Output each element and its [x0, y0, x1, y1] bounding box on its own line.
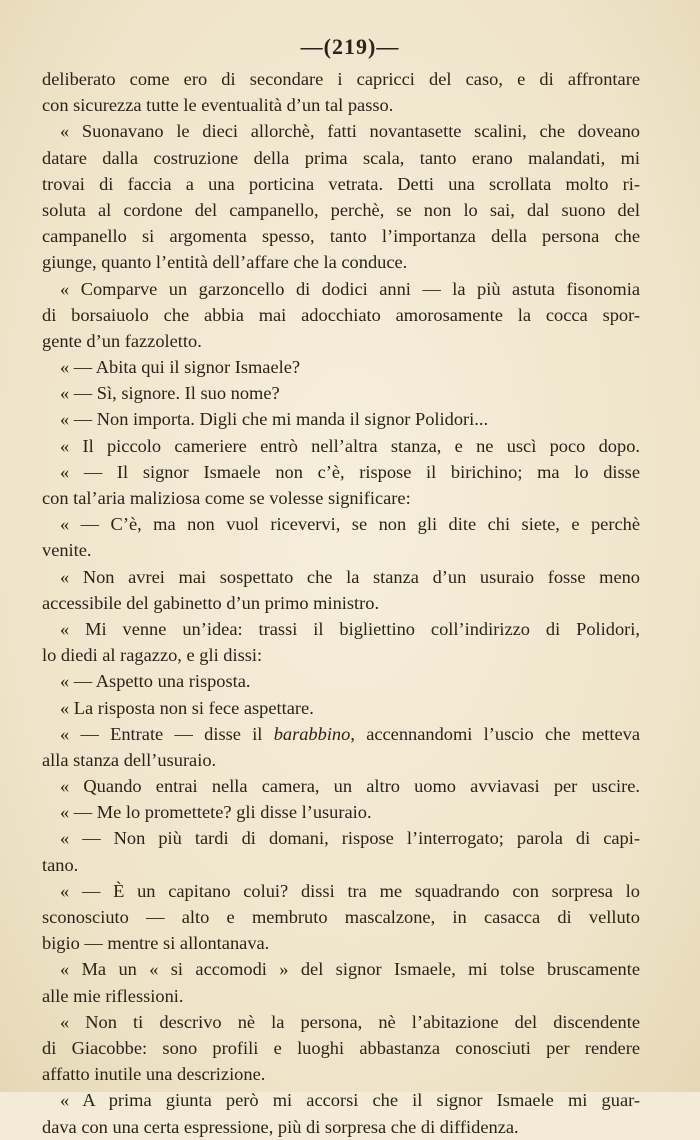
- text-line: « A prima giunta però mi accorsi che il signor Ismaele mi guar-: [60, 1090, 640, 1111]
- text-line: alla stanza dell’usuraio.: [42, 749, 217, 770]
- text-line: lo diedi al ragazzo, e gli dissi:: [42, 645, 263, 666]
- text-line: « — Non più tardi di domani, rispose l’interrogato; parola di capi-: [60, 828, 640, 849]
- text-line: « — È un capitano colui? dissi tra me squadrando con sorpresa lo: [60, 880, 640, 901]
- text-line: « Quando entrai nella camera, un altro uomo avviavasi per uscire.: [60, 776, 640, 797]
- text-line: « — C’è, ma non vuol ricevervi, se non gli dite chi siete, e perchè: [60, 514, 640, 535]
- text-line: « Il piccolo cameriere entrò nell’altra stanza, e ne uscì poco dopo.: [60, 435, 640, 456]
- text-line: « Comparve un garzoncello di dodici anni — la più astuta fisonomia: [60, 278, 640, 299]
- text-line: trovai di faccia a una porticina vetrata. Detti una scrollata molto ri-: [42, 173, 640, 194]
- text-line: « Ma un « si accomodi » del signor Ismaele, mi tolse bruscamente: [60, 959, 640, 980]
- text-line: con tal’aria maliziosa come se volesse significare:: [42, 488, 411, 508]
- text-line: di Giacobbe: sono profili e luoghi abbastanza conosciuti per rendere: [42, 1037, 640, 1058]
- text-line: bigio — mentre si allontanava.: [42, 933, 270, 954]
- text-line: gente d’un fazzoletto.: [42, 330, 202, 351]
- page-number: —(219)—: [300, 34, 400, 59]
- text-line: soluta al cordone del campanello, perchè, se non lo sai, dal suono del: [42, 199, 640, 220]
- text-line: « — Il signor Ismaele non c’è, rispose il birichino; ma lo disse: [60, 461, 640, 482]
- text-line: campanello si argomenta spesso, tanto l’importanza della persona che: [42, 226, 640, 247]
- text-line: « — Non importa. Digli che mi manda il signor Polidori...: [60, 409, 489, 430]
- text-line: con sicurezza tutte le eventualità d’un tal passo.: [42, 95, 394, 116]
- text-line: « — Me lo promettete? gli disse l’usuraio.: [60, 802, 372, 823]
- text-line: affatto inutile una descrizione.: [42, 1064, 266, 1085]
- text-line: « Mi venne un’idea: trassi il bigliettino coll’indirizzo di Polidori,: [60, 618, 640, 639]
- text-line: « Suonavano le dieci allorchè, fatti novantasette scalini, che doveano: [60, 121, 640, 142]
- text-line: « — Abita qui il signor Ismaele?: [60, 357, 301, 378]
- text-line: di borsaiuolo che abbia mai adocchiato amorosamente la cocca spor-: [42, 304, 640, 325]
- text-line: accessibile del gabinetto d’un primo ministro.: [42, 592, 380, 613]
- text-line: sconosciuto — alto e membruto mascalzone, in casacca di velluto: [42, 907, 640, 927]
- text-line: deliberato come ero di secondare i capricci del caso, e di affrontare: [42, 69, 640, 89]
- text-line: « — Aspetto una risposta.: [60, 671, 251, 692]
- text-line: « — Sì, signore. Il suo nome?: [60, 383, 280, 404]
- text-line: dava con una certa espressione, più di sorpresa che di diffidenza.: [42, 1116, 519, 1137]
- text-line: giunge, quanto l’entità dell’affare che la conduce.: [42, 252, 408, 273]
- text-line: « — Entrate — disse il barabbino, accennandomi l’uscio che metteva: [60, 723, 640, 744]
- text-line: « Non avrei mai sospettato che la stanza d’un usuraio fosse meno: [60, 566, 640, 587]
- text-line: tano.: [42, 854, 79, 875]
- page-text-body: [42, 66, 640, 1140]
- text-line: datare dalla costruzione della prima scala, tanto erano malandati, mi: [42, 147, 640, 168]
- text-line: « La risposta non si fece aspettare.: [60, 697, 314, 718]
- text-line: venite.: [42, 540, 92, 561]
- text-line: alle mie riflessioni.: [42, 985, 184, 1006]
- text-line: « Non ti descrivo nè la persona, nè l’abitazione del discendente: [60, 1011, 640, 1032]
